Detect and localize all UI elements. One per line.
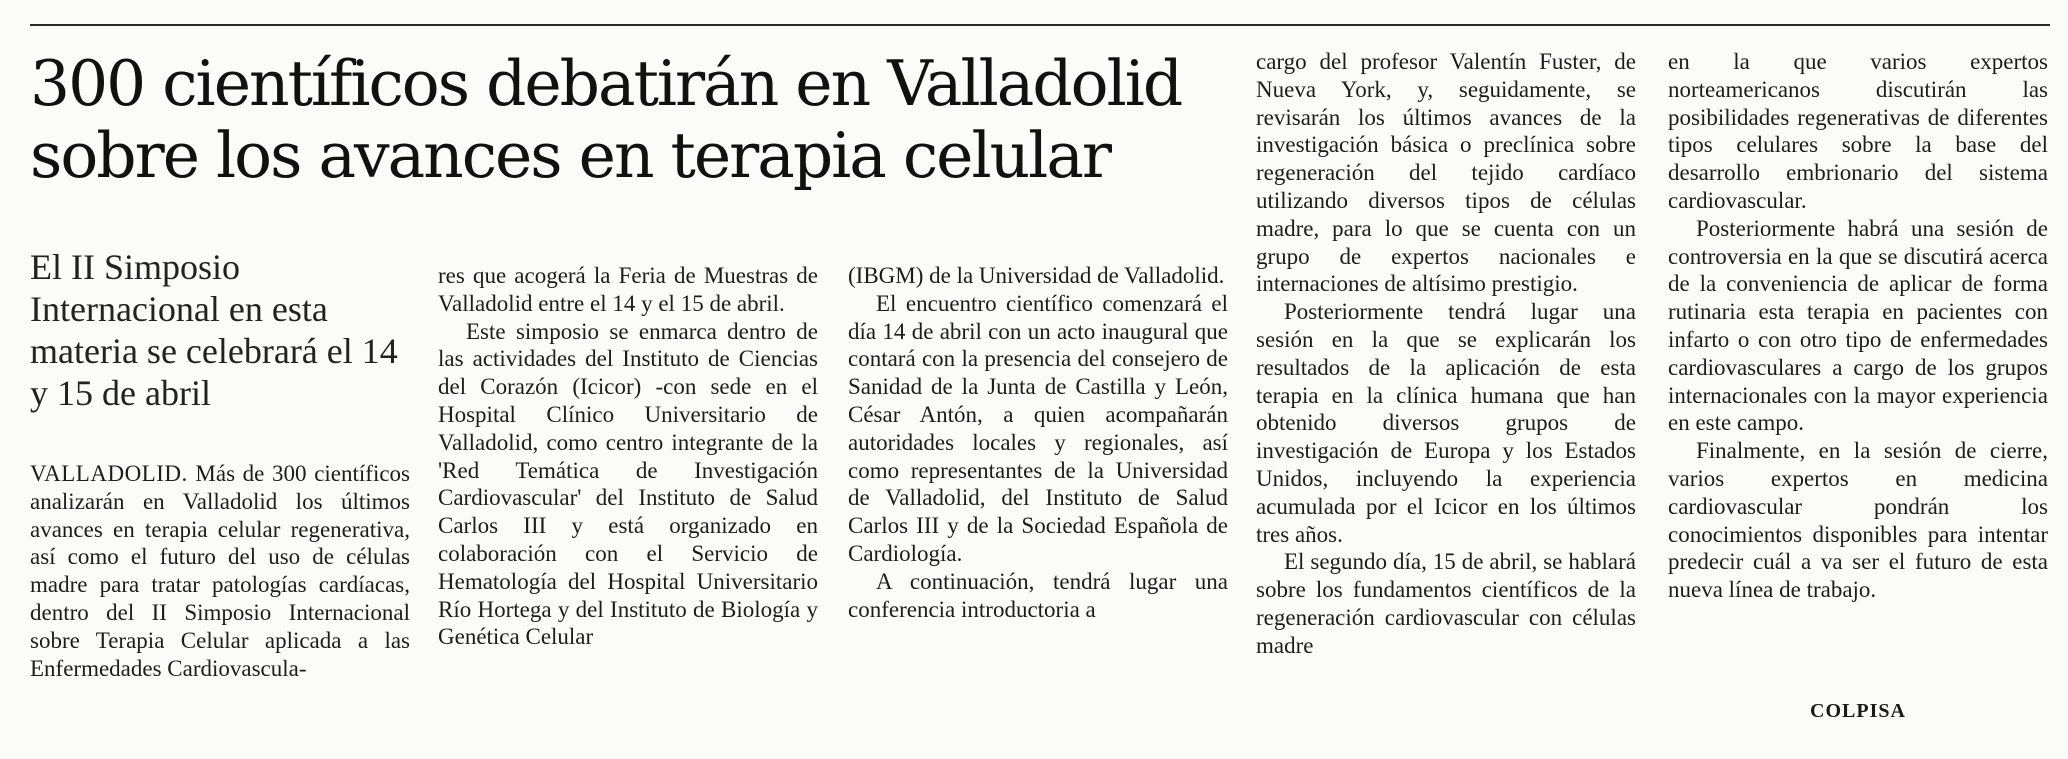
paragraph: El encuentro científico comenzará el día 14 de abril con un acto inaugural que contará con la presencia del consejero de Sanidad de la Junta de Castilla y León, César Antón, a quien acompañarán autoridades locales y regionales, así como representantes de la Universidad de Valladolid, del Instituto de Salud Carlos III y de la Sociedad Española de Cardiología.: [848, 290, 1228, 566]
paragraph: Finalmente, en la sesión de cierre, varios expertos en medicina cardiovascular pondrán los conocimientos disponibles para intentar predecir cuál a va ser el futuro de esta nueva línea de trabajo.: [1668, 438, 2048, 603]
lead-text: Más de 300 científicos analizarán en Valladolid los últimos avances en terapia celular regenerativa, así como el futuro del uso de células madre para tratar patologías cardíacas, dentro del II Simposio Internacional sobre Terapia Celular aplicada a las Enfermedades Cardiovascula-: [30, 461, 410, 681]
paragraph: Posteriormente tendrá lugar una sesión en la que se explicarán los resultados de la aplicación de esta terapia en la clínica humana que han obtenido diversos grupos de investigación de Europa y los Estados Unidos, incluyendo la experiencia acumulada por el Icicor en los últimos tres años.: [1256, 299, 1636, 547]
column-1: [30, 460, 410, 682]
column-4: [1256, 48, 1636, 660]
paragraph: cargo del profesor Valentín Fuster, de Nueva York, y, seguidamente, se revisarán los últimos avances de la investigación básica o preclínica sobre regeneración del tejido cardíaco utilizando diversos tipos de células madre, para lo que se cuenta con un grupo de expertos nacionales e internaciones de altísimo prestigio.: [1256, 49, 1636, 297]
subhead: El II Simposio Internacional en esta materia se celebrará el 14 y 15 de abril: [30, 247, 398, 413]
byline: COLPISA: [1810, 700, 1906, 722]
paragraph: Este simposio se enmarca dentro de las actividades del Instituto de Ciencias del Corazón (Icicor) -con sede en el Hospital Clínico Universitario de Valladolid, como centro integrante de la 'Red Temática de Investigación Cardiovascular' del Instituto de Salud Carlos III y está organizado en colaboración con el Servicio de Hematología del Hospital Universitario Río Hortega y del Instituto de Biología y Genética Celular: [438, 318, 818, 650]
paragraph: res que acogerá la Feria de Muestras de Valladolid entre el 14 y el 15 de abril.: [438, 263, 818, 316]
headline: [30, 48, 1230, 192]
headline-line-1: 300 científicos debatirán en Valladolid: [30, 47, 1182, 120]
dateline: VALLADOLID.: [30, 461, 188, 486]
paragraph: Posteriormente habrá una sesión de controversia en la que se discutirá acerca de la conveniencia de aplicar de forma rutinaria esta terapia en pacientes con infarto o con otro tipo de enfermedades cardiovasculares a cargo de los grupos internacionales con la mayor experiencia en este campo.: [1668, 215, 2048, 436]
column-3: [848, 262, 1228, 623]
paragraph: (IBGM) de la Universidad de Valladolid.: [848, 263, 1225, 288]
headline-line-2: sobre los avances en terapia celular: [30, 119, 1110, 192]
paragraph: A continuación, tendrá lugar una conferencia introductoria a: [848, 568, 1228, 622]
paragraph: en la que varios expertos norteamericanos discutirán las posibilidades regenerativas de diferentes tipos celulares sobre la base del desarrollo embrionario del sistema cardiovascular.: [1668, 49, 2048, 213]
top-rule: [30, 24, 2050, 26]
lead-paragraph: [30, 460, 410, 682]
paragraph: El segundo día, 15 de abril, se hablará sobre los fundamentos científicos de la regeneración cardiovascular con células madre: [1256, 549, 1636, 658]
column-5: [1668, 48, 2048, 604]
column-2: [438, 262, 818, 651]
